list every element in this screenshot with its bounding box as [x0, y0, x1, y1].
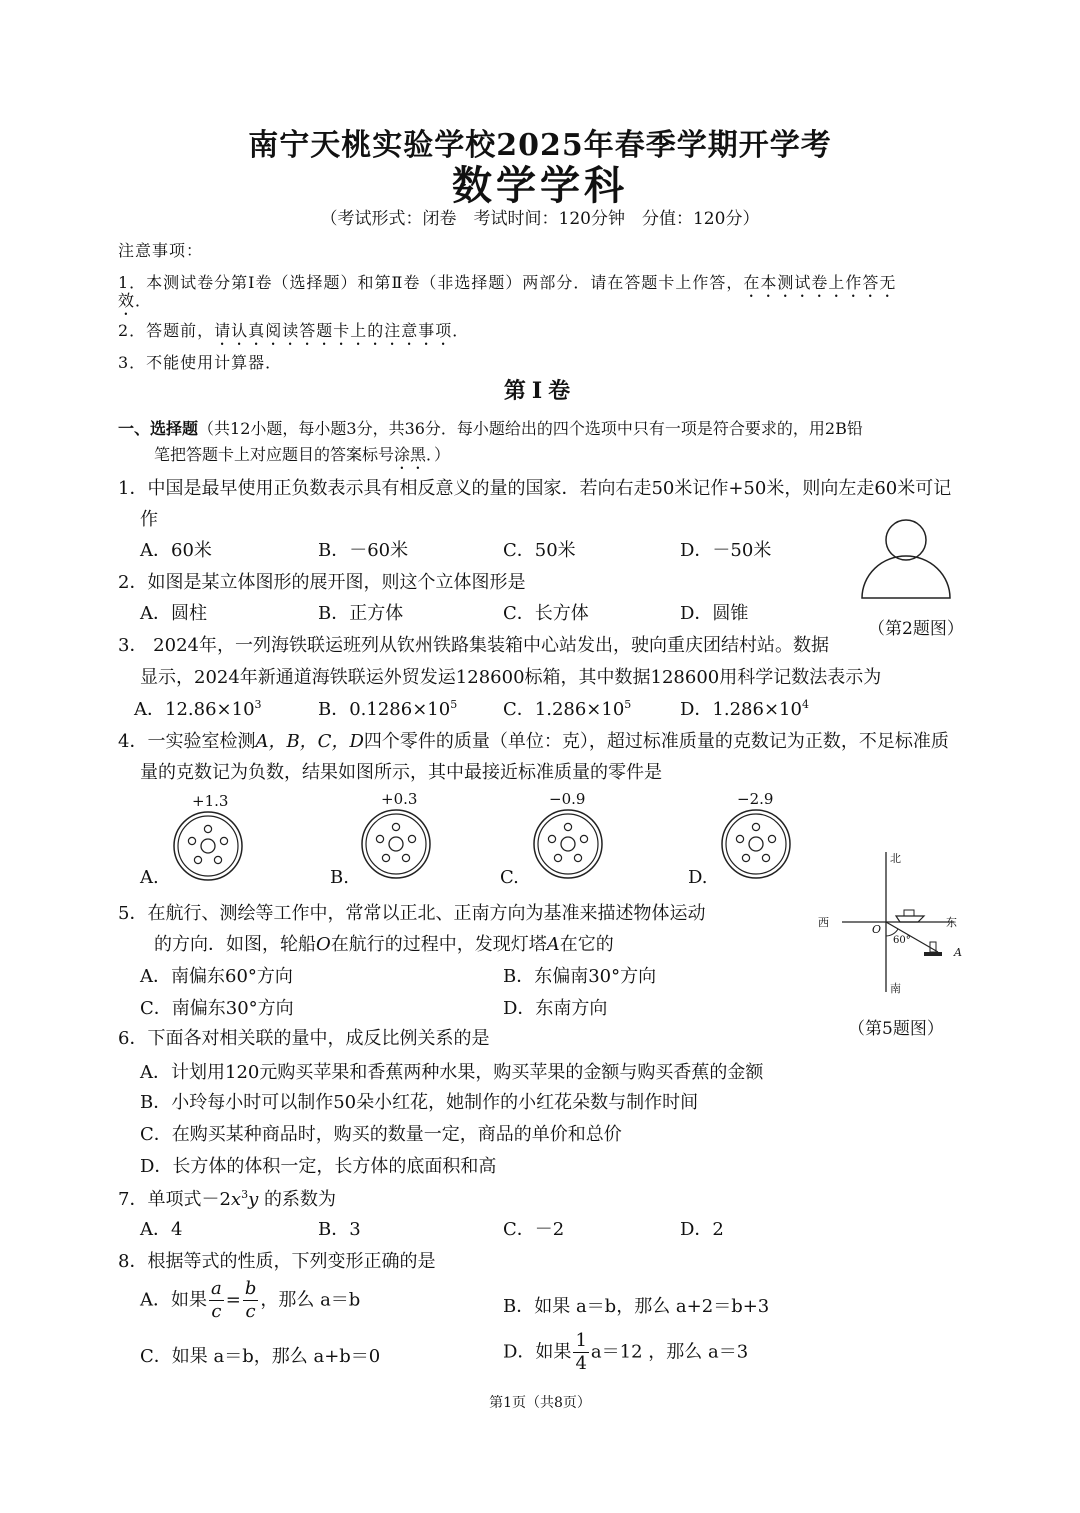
q7-option-d: D．2 — [680, 1219, 724, 1240]
q4-stem-cont: 量的克数记为负数，结果如图所示，其中最接近标准质量的零件是 — [140, 762, 662, 783]
q5-fig-angle: 60° — [893, 935, 911, 946]
q1-option-b: B．－60米 — [318, 540, 409, 561]
q7-option-a: A．4 — [140, 1219, 183, 1240]
q6-option-c: C．在购买某种商品时，购买的数量一定，商品的单价和总价 — [140, 1124, 622, 1145]
q5-fig-o: O — [872, 923, 882, 936]
q4-part-c-label: −0.9 — [549, 790, 586, 808]
q6-option-a: A．计划用120元购买苹果和香蕉两种水果，购买苹果的金额与购买香蕉的金额 — [140, 1062, 764, 1083]
q1-option-c: C．50米 — [503, 540, 576, 561]
q5-option-a: A．南偏东60°方向 — [140, 966, 293, 987]
q4-part-b-label: +0.3 — [381, 790, 418, 808]
q2-option-d: D．圆锥 — [680, 603, 749, 624]
q1-stem-cont: 作 — [140, 509, 158, 530]
q6-option-d: D．长方体的体积一定，长方体的底面积和高 — [140, 1156, 497, 1177]
q4-stem: 4．一实验室检测A，B，C，D四个零件的质量（单位：克），超过标准质量的克数记为正数，不足标准质 — [118, 731, 949, 752]
q5-option-c: C．南偏东30°方向 — [140, 998, 294, 1019]
q8-option-a: A．如果 $\frac{a}{c}$ = $\frac{b}{c}$ ，那么 a＝b — [140, 1278, 361, 1322]
notice-heading: 注意事项： — [118, 241, 204, 260]
q6-stem: 6．下面各对相关联的量中，成反比例关系的是 — [118, 1028, 490, 1049]
part1-instruction-cont: 笔把答题卡上对应题目的答案标号涂黑．） — [154, 445, 451, 464]
notice-item-3: 3．不能使用计算器． — [118, 353, 283, 372]
q5-fig-east: 东 — [946, 916, 957, 929]
q4-part-c-figure — [532, 808, 604, 880]
q8-option-d: D．如果 $\frac{1}{4}$ a＝12 ，那么 a＝3 — [503, 1330, 749, 1374]
q8-option-c: C．如果 a＝b，那么 a+b＝0 — [140, 1346, 381, 1367]
q4-option-c: C. — [500, 867, 519, 888]
q7-option-b: B．3 — [318, 1219, 361, 1240]
q1-stem: 1．中国是最早使用正负数表示具有相反意义的量的国家．若向右走50米记作+50米，则向左走60米可记 — [118, 478, 952, 499]
q3-stem: 3． 2024年，一列海铁联运班列从钦州铁路集装箱中心站发出，驶向重庆团结村站。数据 — [118, 635, 829, 656]
notice-item-2: 2．答题前，请认真阅读答题卡上的注意事项． — [118, 321, 470, 340]
q5-option-b: B．东偏南30°方向 — [503, 966, 657, 987]
section-title: 第Ⅰ卷 — [503, 378, 577, 404]
q5-fig-north: 北 — [890, 852, 901, 865]
q6-option-b: B．小玲每小时可以制作50朵小红花，她制作的小红花朵数与制作时间 — [140, 1092, 699, 1113]
q3-option-b: B．$0.1286\times 10^5$ — [318, 698, 458, 720]
q1-option-a: A．60米 — [140, 540, 212, 561]
q4-option-a: A. — [140, 867, 159, 888]
q8-option-b: B．如果 a＝b，那么 a+2＝b+3 — [503, 1296, 770, 1317]
q3-option-a: A．$12.86\times 10^3$ — [134, 698, 262, 720]
part1-instruction: 一、选择题（共12小题，每小题3分，共36分．每小题给出的四个选项中只有一项是符合要求的，用2B铅 — [118, 419, 863, 438]
q4-option-b: B. — [330, 867, 349, 888]
q5-option-d: D．东南方向 — [503, 998, 608, 1019]
q7-stem: 7．单项式$-2x^3y$ 的系数为 — [118, 1188, 336, 1210]
q4-part-a-figure — [172, 810, 244, 882]
q3-option-d: D．$1.286\times 10^4$ — [680, 698, 809, 720]
q5-stem-cont: 的方向．如图，轮船O在航行的过程中，发现灯塔A在它的 — [154, 934, 614, 955]
q2-stem: 2．如图是某立体图形的展开图，则这个立体图形是 — [118, 572, 526, 593]
school-title: 南宁天桃实验学校2025年春季学期开学考 — [248, 128, 832, 163]
q3-stem-cont: 显示，2024年新通道海铁联运外贸发运128600标箱，其中数据128600用科学记数法表示为 — [140, 667, 882, 688]
notice-item-1: 1．本测试卷分第Ⅰ卷（选择题）和第Ⅱ卷（非选择题）两部分．请在答题卡上作答，在本测试卷上作答无 — [118, 273, 897, 292]
q2-option-b: B．正方体 — [318, 603, 404, 624]
q4-part-d-figure — [720, 808, 792, 880]
q1-option-d: D．－50米 — [680, 540, 772, 561]
q3-option-c: C．$1.286\times 10^5$ — [503, 698, 632, 720]
q4-option-d: D. — [688, 867, 708, 888]
q4-part-b-figure — [360, 808, 432, 880]
q5-direction-figure — [814, 848, 964, 998]
notice-item-1-cont: 效． — [118, 291, 153, 310]
q4-part-d-label: −2.9 — [737, 790, 774, 808]
q2-figure-caption: （第2题图） — [868, 619, 964, 639]
page-footer: 第1页（共8页） — [489, 1395, 591, 1411]
q5-fig-south: 南 — [890, 982, 901, 995]
q2-option-c: C．长方体 — [503, 603, 589, 624]
q5-fig-a: A — [954, 946, 962, 959]
q8-stem: 8．根据等式的性质，下列变形正确的是 — [118, 1251, 436, 1272]
subject-title: 数学学科 — [452, 162, 628, 209]
q2-option-a: A．圆柱 — [140, 603, 207, 624]
exam-info: （考试形式：闭卷 考试时间：120分钟 分值：120分） — [320, 209, 760, 229]
q5-stem: 5．在航行、测绘等工作中，常常以正北、正南方向为基准来描述物体运动 — [118, 903, 706, 924]
q7-option-c: C．－2 — [503, 1219, 565, 1240]
q5-fig-west: 西 — [818, 916, 829, 929]
q5-figure-caption: （第5题图） — [848, 1019, 944, 1039]
q2-cone-net-figure — [858, 518, 954, 602]
q4-part-a-label: +1.3 — [192, 792, 229, 810]
